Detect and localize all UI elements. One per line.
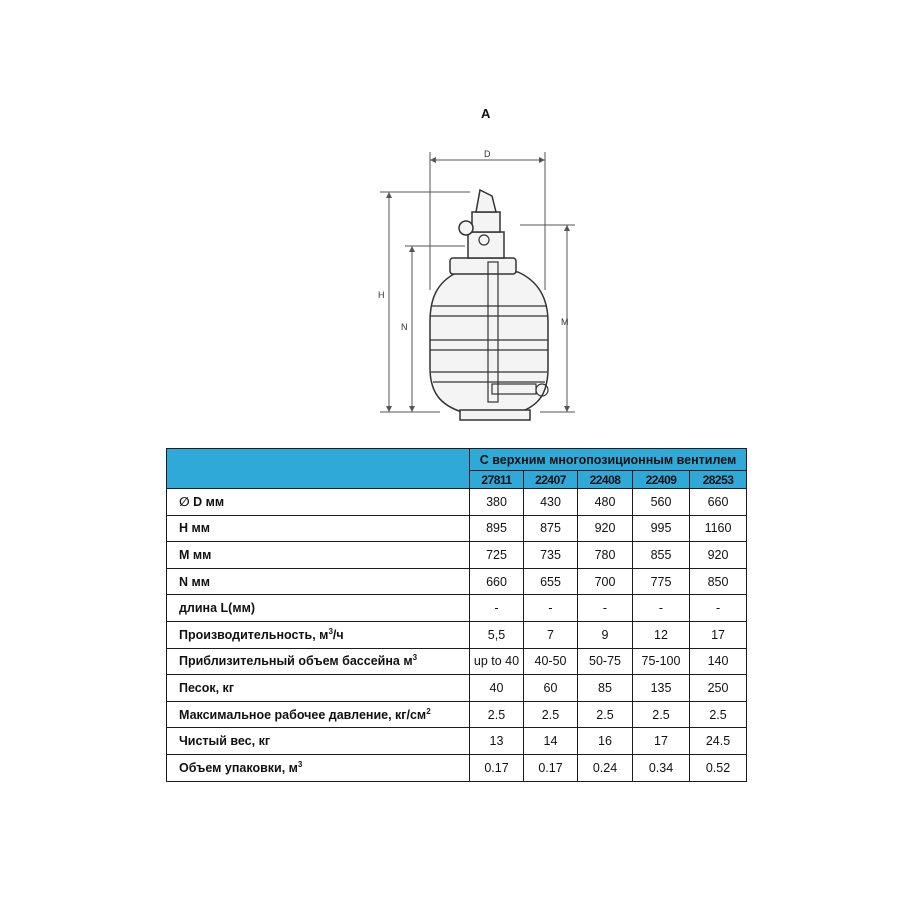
value-cell: 135: [633, 675, 690, 702]
value-cell: -: [470, 595, 524, 622]
value-cell: 12: [633, 621, 690, 648]
dim-label-d: D: [484, 149, 491, 159]
value-cell: 560: [633, 489, 690, 516]
row-label: Приблизительный объем бассейна $м^3$: [167, 648, 470, 675]
value-cell: 2.5: [470, 701, 524, 728]
value-cell: 0.24: [578, 754, 633, 781]
specification-table: [166, 448, 747, 782]
value-cell: 14: [524, 728, 578, 755]
value-cell: 140: [690, 648, 747, 675]
table-row: [167, 648, 747, 675]
dim-label-m: M: [561, 317, 569, 327]
value-cell: 700: [578, 568, 633, 595]
value-cell: 85: [578, 675, 633, 702]
value-cell: 24.5: [690, 728, 747, 755]
value-cell: 380: [470, 489, 524, 516]
row-label: Чистый вес, кг: [167, 728, 470, 755]
value-cell: 2.5: [690, 701, 747, 728]
value-cell: 2.5: [524, 701, 578, 728]
model-header: 22408: [578, 471, 633, 489]
value-cell: 16: [578, 728, 633, 755]
value-cell: 0.34: [633, 754, 690, 781]
table-row: [167, 621, 747, 648]
value-cell: 660: [690, 489, 747, 516]
value-cell: 775: [633, 568, 690, 595]
value-cell: up to 40: [470, 648, 524, 675]
table-row: [167, 701, 747, 728]
value-cell: 1160: [690, 515, 747, 542]
group-header: С верхним многопозиционным вентилем: [470, 449, 747, 471]
value-cell: 9: [578, 621, 633, 648]
value-cell: 920: [690, 542, 747, 569]
value-cell: 250: [690, 675, 747, 702]
model-header: 28253: [690, 471, 747, 489]
value-cell: 0.52: [690, 754, 747, 781]
header-blank-cell: [167, 449, 470, 489]
value-cell: 655: [524, 568, 578, 595]
value-cell: 75-100: [633, 648, 690, 675]
value-cell: 725: [470, 542, 524, 569]
value-cell: 2.5: [633, 701, 690, 728]
value-cell: -: [524, 595, 578, 622]
filter-dimension-drawing: [360, 135, 600, 425]
value-cell: 17: [633, 728, 690, 755]
value-cell: -: [690, 595, 747, 622]
model-header: 27811: [470, 471, 524, 489]
value-cell: 40-50: [524, 648, 578, 675]
row-label: Производительность, $м^3/ч$: [167, 621, 470, 648]
model-header: 22407: [524, 471, 578, 489]
table-row: [167, 728, 747, 755]
table-row: [167, 542, 747, 569]
table-row: [167, 595, 747, 622]
value-cell: 430: [524, 489, 578, 516]
value-cell: 480: [578, 489, 633, 516]
value-cell: 995: [633, 515, 690, 542]
dim-label-n: N: [401, 322, 408, 332]
value-cell: 0.17: [524, 754, 578, 781]
table-row: [167, 515, 747, 542]
row-label: H мм: [167, 515, 470, 542]
dim-label-h: H: [378, 290, 385, 300]
value-cell: 13: [470, 728, 524, 755]
row-label: Песок, кг: [167, 675, 470, 702]
value-cell: 5,5: [470, 621, 524, 648]
row-label: N мм: [167, 568, 470, 595]
value-cell: 875: [524, 515, 578, 542]
value-cell: 2.5: [578, 701, 633, 728]
value-cell: 7: [524, 621, 578, 648]
value-cell: -: [578, 595, 633, 622]
value-cell: 50-75: [578, 648, 633, 675]
table-body: [167, 489, 747, 782]
model-header: 22409: [633, 471, 690, 489]
value-cell: 855: [633, 542, 690, 569]
table-row: [167, 568, 747, 595]
value-cell: 735: [524, 542, 578, 569]
value-cell: 0.17: [470, 754, 524, 781]
value-cell: 780: [578, 542, 633, 569]
value-cell: 40: [470, 675, 524, 702]
row-label: длина L(мм): [167, 595, 470, 622]
value-cell: -: [633, 595, 690, 622]
row-label: M мм: [167, 542, 470, 569]
value-cell: 60: [524, 675, 578, 702]
value-cell: 895: [470, 515, 524, 542]
row-label: Максимальное рабочее давление, $кг/см^2$: [167, 701, 470, 728]
value-cell: 920: [578, 515, 633, 542]
table-row: [167, 675, 747, 702]
table-row: [167, 489, 747, 516]
row-label: ∅ D мм: [167, 489, 470, 516]
table-row: [167, 754, 747, 781]
value-cell: 850: [690, 568, 747, 595]
value-cell: 17: [690, 621, 747, 648]
value-cell: 660: [470, 568, 524, 595]
figure-label: A: [481, 106, 491, 121]
row-label: Объем упаковки, $м^3$: [167, 754, 470, 781]
